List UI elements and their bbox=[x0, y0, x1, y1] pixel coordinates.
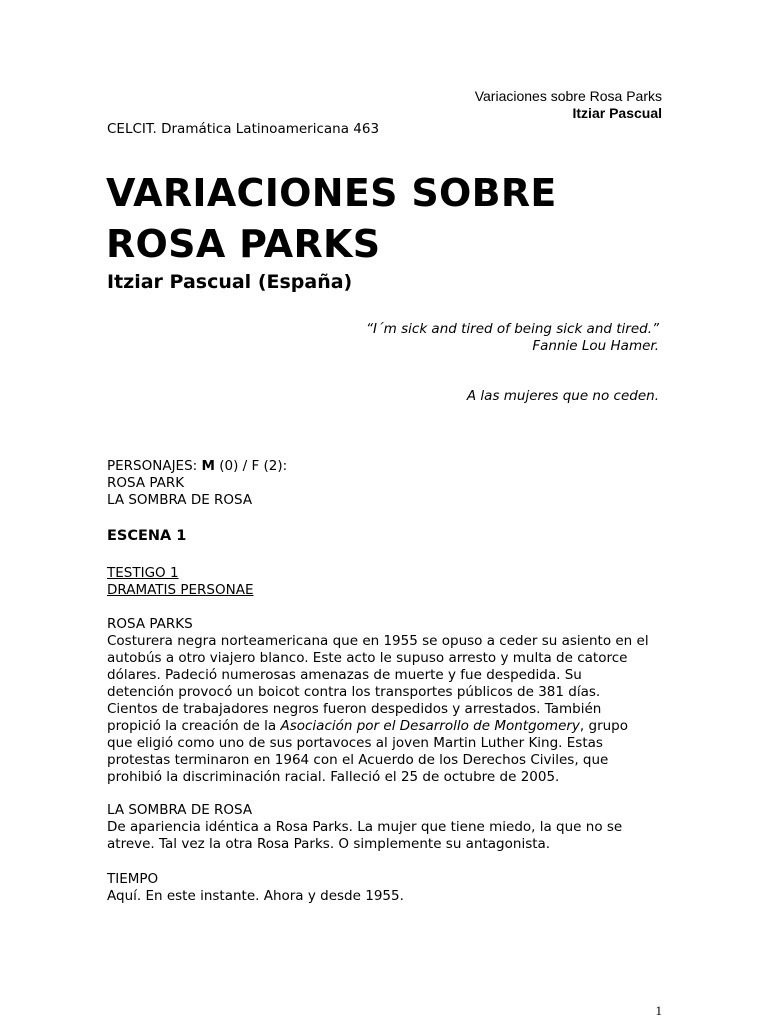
rosa-parks-description bbox=[107, 616, 667, 786]
running-header-title: Variaciones sobre Rosa Parks bbox=[474, 88, 662, 104]
epigraph bbox=[366, 321, 659, 355]
characters-label: PERSONAJES: bbox=[107, 458, 202, 474]
paragraph-line: que eligió como uno de sus portavoces al joven Martin Luther King. Estas bbox=[107, 735, 603, 751]
paragraph-text: propició la creación de la bbox=[107, 718, 281, 734]
character-name: LA SOMBRA DE ROSA bbox=[107, 802, 253, 818]
tiempo-label: TIEMPO bbox=[107, 871, 159, 887]
epigraph-quote: “I´m sick and tired of being sick and tired.” bbox=[365, 321, 659, 337]
paragraph-line: atreve. Tal vez la otra Rosa Parks. O simplemente su antagonista. bbox=[107, 836, 551, 852]
paragraph-line: De apariencia idéntica a Rosa Parks. La mujer que tiene miedo, la que no se bbox=[107, 819, 623, 835]
series-label: CELCIT. Dramática Latinoamericana 463 bbox=[107, 121, 380, 137]
paragraph-line: dólares. Padeció numerosas amenazas de muerte y fue despedida. Su bbox=[107, 667, 582, 683]
character-name: ROSA PARKS bbox=[107, 616, 193, 632]
paragraph-line: Costurera negra norteamericana que en 1955 se opuso a ceder su asiento en el bbox=[107, 633, 649, 649]
characters-count-bold: M bbox=[201, 458, 215, 474]
association-name: Asociación por el Desarrollo de Montgomery bbox=[280, 718, 580, 734]
paragraph-line: detención provocó un boicot contra los transportes públicos de 381 días. bbox=[107, 684, 601, 700]
character-item: ROSA PARK bbox=[107, 475, 185, 491]
main-title-line-2: ROSA PARKS bbox=[106, 222, 381, 266]
sombra-description bbox=[107, 802, 667, 853]
tiempo-text: Aquí. En este instante. Ahora y desde 1955. bbox=[107, 888, 404, 904]
witness-label: TESTIGO 1 bbox=[107, 565, 179, 581]
character-item: LA SOMBRA DE ROSA bbox=[107, 492, 253, 508]
characters-block bbox=[107, 458, 667, 509]
epigraph-attribution: Fannie Lou Hamer. bbox=[532, 338, 659, 354]
paragraph-line: prohibió la discriminación racial. Falleció el 25 de octubre de 2005. bbox=[107, 769, 560, 785]
dedication: A las mujeres que no ceden. bbox=[466, 388, 659, 404]
paragraph-line: Cientos de trabajadores negros fueron despedidos y arrestados. También bbox=[107, 701, 602, 717]
scene-heading: ESCENA 1 bbox=[107, 528, 187, 544]
main-title bbox=[106, 168, 557, 270]
paragraph-line: protestas terminaron en 1964 con el Acuerdo de los Derechos Civiles, que bbox=[107, 752, 609, 768]
paragraph-line: autobús a otro viajero blanco. Este acto le supuso arresto y multa de catorce bbox=[107, 650, 628, 666]
characters-count-rest: (0) / F (2): bbox=[214, 458, 288, 474]
running-header-author: Itziar Pascual bbox=[572, 105, 662, 121]
page-number: 1 bbox=[655, 1003, 662, 1018]
tiempo-block bbox=[107, 871, 667, 905]
characters-heading bbox=[107, 458, 667, 475]
witness-block bbox=[107, 565, 667, 599]
paragraph-line bbox=[107, 718, 667, 735]
main-title-line-1: VARIACIONES SOBRE bbox=[106, 171, 557, 215]
author-subtitle: Itziar Pascual (España) bbox=[107, 271, 353, 293]
paragraph-text: , grupo bbox=[579, 718, 629, 734]
dramatis-personae-label: DRAMATIS PERSONAE bbox=[107, 582, 254, 598]
